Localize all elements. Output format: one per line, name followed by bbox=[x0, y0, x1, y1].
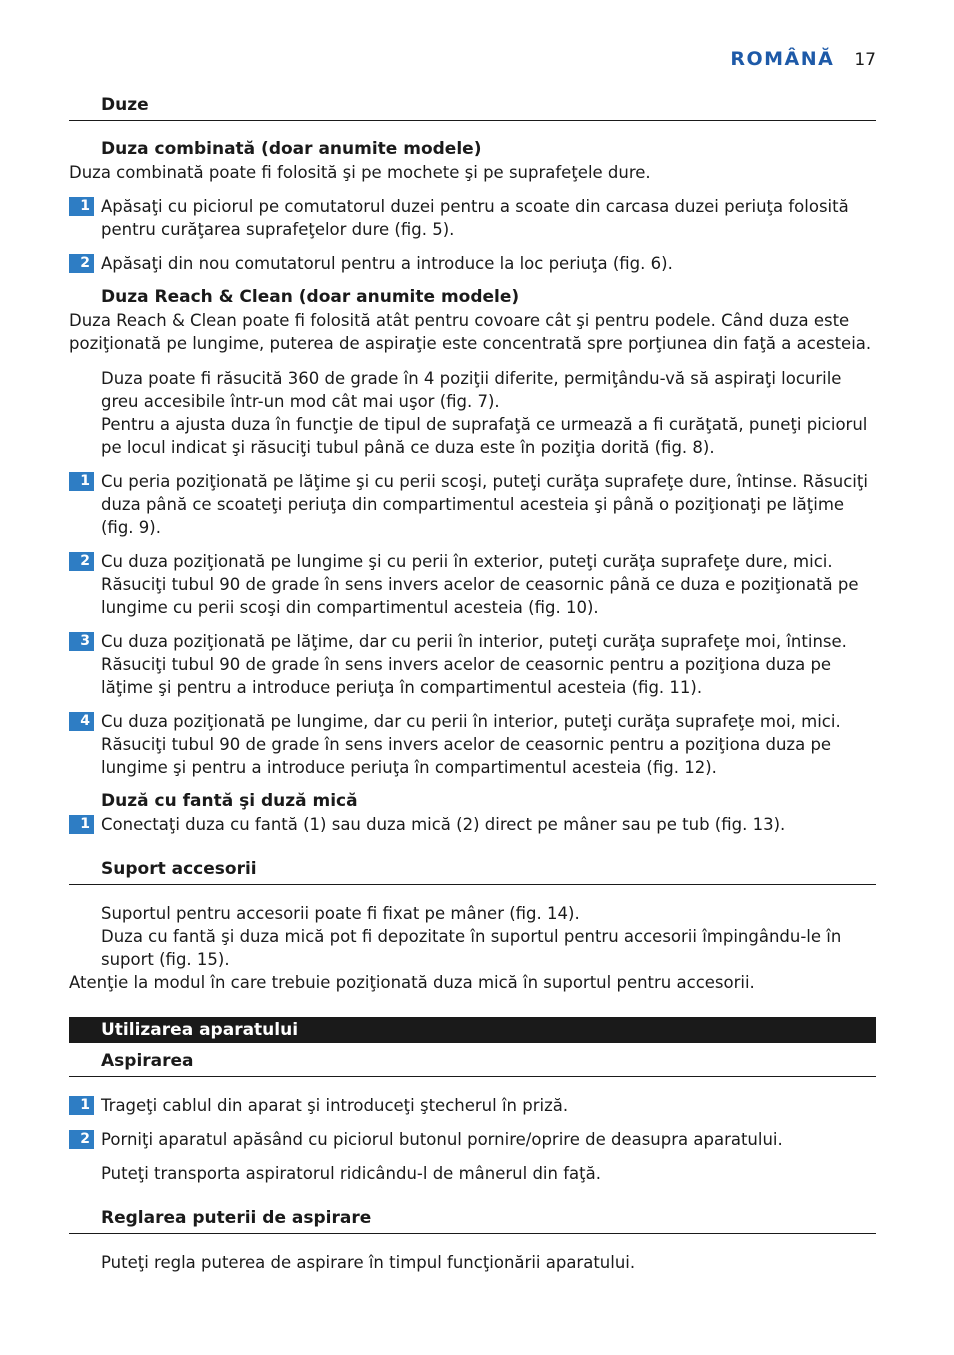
step-number: 1 bbox=[69, 815, 94, 834]
step-number: 3 bbox=[69, 632, 94, 651]
reach-note-1: Duza poate fi răsucită 360 de grade în 4 poziţii diferite, permiţându-vă să aspiraţi locurile greu accesibile într-un mod cât mai uşor (fig. 7). bbox=[101, 369, 842, 411]
step-number: 1 bbox=[69, 1096, 94, 1115]
combi-intro: Duza combinată poate fi folosită şi pe mochete şi pe suprafeţele dure. bbox=[69, 163, 651, 182]
holder-note-2: Duza cu fantă şi duza mică pot fi depozitate în suportul pentru accesorii împingându-le în suport (fig. 15). bbox=[101, 927, 842, 969]
step-number: 2 bbox=[69, 1130, 94, 1149]
step-text: Porniţi aparatul apăsând cu piciorul butonul pornire/oprire de deasupra aparatului. bbox=[101, 1130, 783, 1149]
section-title-power: Reglarea puterii de aspirare bbox=[69, 1207, 876, 1234]
step-text: Cu duza poziţionată pe lungime şi cu perii în exterior, puteţi curăţa suprafeţe dure, mici. Răsuciţi tubul 90 de grade în sens invers acelor de ceasornic până ce duza e poziţionată pe lungime cu perii scoşi din compartimentul acesteia (fig. 10). bbox=[101, 552, 859, 617]
reach-step-2 bbox=[69, 550, 876, 619]
section-title-vacuum: Aspirarea bbox=[69, 1050, 876, 1077]
vacuum-step-2 bbox=[69, 1128, 876, 1151]
section-title-duze: Duze bbox=[69, 94, 876, 121]
step-text: Cu duza poziţionată pe lăţime, dar cu perii în interior, puteţi curăţa suprafeţe moi, întinse. Răsuciţi tubul 90 de grade în sens invers acelor de ceasornic pentru a poziţiona duza pe lăţime şi pentru a introduce periuţa în compartimentul acesteia (fig. 11). bbox=[101, 632, 847, 697]
holder-note-1: Suportul pentru accesorii poate fi fixat pe mâner (fig. 14). bbox=[101, 904, 580, 923]
step-number: 2 bbox=[69, 552, 94, 571]
reach-step-4 bbox=[69, 710, 876, 779]
step-text: Apăsaţi din nou comutatorul pentru a introduce la loc periuţa (fig. 6). bbox=[101, 254, 673, 273]
combi-step-2 bbox=[69, 252, 876, 275]
step-text: Cu duza poziţionată pe lungime, dar cu perii în interior, puteţi curăţa suprafeţe moi, mici. Răsuciţi tubul 90 de grade în sens invers acelor de ceasornic pentru a poziţiona duza pe lungime şi pentru a introduce periuţa în compartimentul acesteia (fig. 12). bbox=[101, 712, 841, 777]
page-content bbox=[69, 94, 876, 1274]
step-text: Cu peria poziţionată pe lăţime şi cu perii scoşi, puteţi curăţa suprafeţe dure, întinse. Răsuciţi duza până ce scoateţi periuţa din compartimentul acesteia şi până o poziţionaţi pe lăţime (fig. 9). bbox=[101, 472, 868, 537]
reach-step-1 bbox=[69, 470, 876, 539]
page-number: 17 bbox=[854, 50, 876, 70]
holder-note-3: Atenţie la modul în care trebuie poziţionată duza mică în suportul pentru accesorii. bbox=[69, 973, 755, 992]
step-number: 1 bbox=[69, 472, 94, 491]
subheading-combi: Duza combinată (doar anumite modele) bbox=[101, 139, 482, 159]
section-title-holder: Suport accesorii bbox=[69, 858, 876, 885]
reach-note-2: Pentru a ajusta duza în funcţie de tipul de suprafaţă ce urmează a fi curăţată, puneţi piciorul pe locul indicat şi răsuciţi tubul până ce duza este în poziţia dorită (fig. 8). bbox=[101, 415, 868, 457]
step-number: 4 bbox=[69, 712, 94, 731]
reach-step-3 bbox=[69, 630, 876, 699]
subheading-crevice: Duză cu fantă şi duză mică bbox=[101, 791, 358, 811]
power-note: Puteţi regla puterea de aspirare în timpul funcţionării aparatului. bbox=[101, 1253, 636, 1272]
step-text: Conectaţi duza cu fantă (1) sau duza mică (2) direct pe mâner sau pe tub (fig. 13). bbox=[101, 815, 786, 834]
combi-step-1 bbox=[69, 195, 876, 241]
crevice-step-1 bbox=[69, 813, 876, 836]
chapter-band-usage: Utilizarea aparatului bbox=[69, 1017, 876, 1043]
vacuum-note: Puteţi transporta aspiratorul ridicându-l de mânerul din faţă. bbox=[101, 1164, 601, 1183]
page-header bbox=[730, 48, 876, 70]
subheading-reach: Duza Reach & Clean (doar anumite modele) bbox=[101, 287, 520, 307]
vacuum-step-1 bbox=[69, 1094, 876, 1117]
step-text: Trageţi cablul din aparat şi introduceţi ştecherul în priză. bbox=[101, 1096, 569, 1115]
language-label: ROMÂNĂ bbox=[730, 48, 835, 70]
step-number: 1 bbox=[69, 197, 94, 216]
reach-intro: Duza Reach & Clean poate fi folosită atât pentru covoare cât şi pentru podele. Când duza este poziţionată pe lungime, puterea de aspiraţie este concentrată spre porţiunea din faţă a acesteia. bbox=[69, 311, 872, 353]
step-number: 2 bbox=[69, 254, 94, 273]
step-text: Apăsaţi cu piciorul pe comutatorul duzei pentru a scoate din carcasa duzei periuţa folosită pentru curăţarea suprafeţelor dure (fig. 5). bbox=[101, 197, 849, 239]
